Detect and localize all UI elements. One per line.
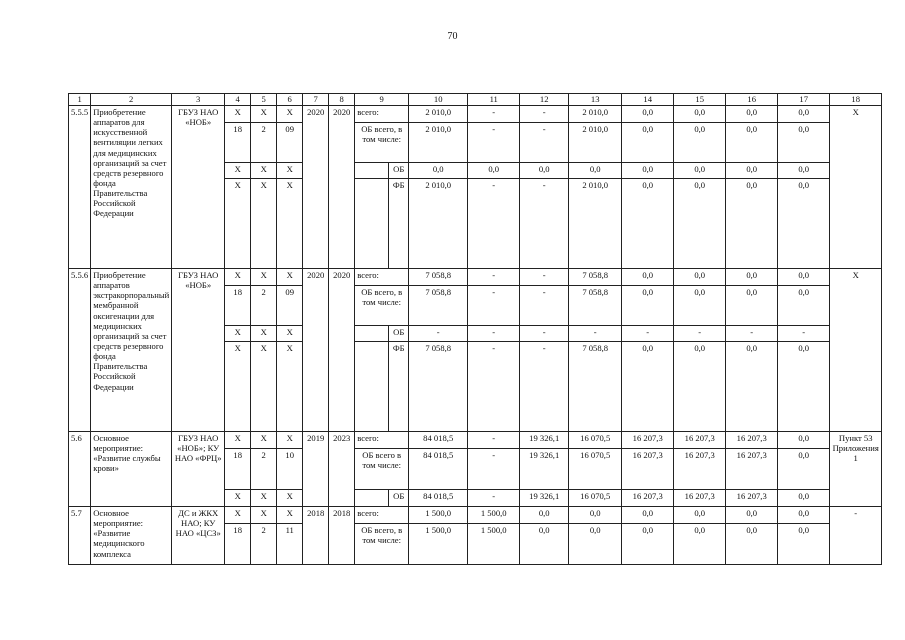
responsible-org: ГБУЗ НАО «НОБ»; КУ НАО «ФРЦ» bbox=[172, 432, 225, 507]
amount-cell: - bbox=[726, 326, 778, 342]
amount-cell: 0,0 bbox=[520, 507, 569, 524]
amount-cell: 0,0 bbox=[726, 342, 778, 432]
reference-cell: Х bbox=[830, 269, 882, 432]
amount-cell: 2 010,0 bbox=[409, 123, 468, 163]
amount-cell: 0,0 bbox=[674, 286, 726, 326]
amount-cell: - bbox=[520, 342, 569, 432]
amount-cell: 0,0 bbox=[674, 163, 726, 179]
source-label: ФБ bbox=[389, 342, 409, 432]
amount-cell: 0,0 bbox=[520, 524, 569, 565]
amount-cell: - bbox=[674, 326, 726, 342]
item-name: Приобретение аппаратов для искусственной вентиляции легких для медицинских организаций за счет средств резервного фонда Правительства Российской Федерации bbox=[91, 106, 172, 269]
amount-cell: 0,0 bbox=[674, 269, 726, 286]
amount-cell: - bbox=[520, 123, 569, 163]
code-cell: 11 bbox=[277, 524, 303, 565]
code-cell: Х bbox=[277, 342, 303, 432]
code-cell: Х bbox=[277, 179, 303, 269]
source-label: ФБ bbox=[389, 179, 409, 269]
amount-cell: 0,0 bbox=[778, 286, 830, 326]
column-number: 5 bbox=[251, 94, 277, 106]
row-label: всего: bbox=[355, 507, 409, 524]
responsible-org: ГБУЗ НАО «НОБ» bbox=[172, 269, 225, 432]
column-number: 13 bbox=[569, 94, 622, 106]
code-cell: Х bbox=[251, 507, 277, 524]
reference-cell: - bbox=[830, 507, 882, 565]
column-number: 4 bbox=[225, 94, 251, 106]
code-cell: Х bbox=[225, 342, 251, 432]
amount-cell: - bbox=[778, 326, 830, 342]
amount-cell: 0,0 bbox=[674, 342, 726, 432]
code-cell: Х bbox=[251, 106, 277, 123]
item-name: Основное мероприятие: «Развитие медицинского комплекса bbox=[91, 507, 172, 565]
code-cell: Х bbox=[277, 106, 303, 123]
amount-cell: - bbox=[520, 286, 569, 326]
item-number: 5.7 bbox=[69, 507, 91, 565]
amount-cell: 0,0 bbox=[778, 269, 830, 286]
amount-cell: 0,0 bbox=[726, 179, 778, 269]
amount-cell: 84 018,5 bbox=[409, 449, 468, 490]
column-number: 6 bbox=[277, 94, 303, 106]
code-cell: 18 bbox=[225, 286, 251, 326]
amount-cell: - bbox=[520, 106, 569, 123]
amount-cell: 0,0 bbox=[569, 524, 622, 565]
amount-cell: 0,0 bbox=[622, 507, 674, 524]
code-cell: 18 bbox=[225, 449, 251, 490]
amount-cell: - bbox=[468, 490, 520, 507]
amount-cell: - bbox=[468, 106, 520, 123]
row-label: всего: bbox=[355, 269, 409, 286]
column-number: 18 bbox=[830, 94, 882, 106]
amount-cell: 7 058,8 bbox=[569, 269, 622, 286]
code-cell: Х bbox=[225, 326, 251, 342]
amount-cell: 0,0 bbox=[622, 269, 674, 286]
row-label: всего: bbox=[355, 432, 409, 449]
amount-cell: 1 500,0 bbox=[409, 507, 468, 524]
column-number: 3 bbox=[172, 94, 225, 106]
amount-cell: 0,0 bbox=[622, 106, 674, 123]
amount-cell: 0,0 bbox=[726, 123, 778, 163]
amount-cell: 0,0 bbox=[622, 179, 674, 269]
column-number: 11 bbox=[468, 94, 520, 106]
amount-cell: 2 010,0 bbox=[569, 179, 622, 269]
code-cell: Х bbox=[251, 269, 277, 286]
amount-cell: 0,0 bbox=[726, 163, 778, 179]
row-label: ОБ всего, в том числе: bbox=[355, 286, 409, 326]
code-cell: Х bbox=[225, 269, 251, 286]
source-label: ОБ bbox=[389, 163, 409, 179]
amount-cell: 7 058,8 bbox=[569, 286, 622, 326]
code-cell: Х bbox=[277, 490, 303, 507]
amount-cell: 0,0 bbox=[674, 524, 726, 565]
code-cell: 09 bbox=[277, 123, 303, 163]
amount-cell: 0,0 bbox=[778, 123, 830, 163]
amount-cell: 16 207,3 bbox=[622, 490, 674, 507]
code-cell: 2 bbox=[251, 123, 277, 163]
start-year: 2019 bbox=[303, 432, 329, 507]
amount-cell: 7 058,8 bbox=[409, 286, 468, 326]
code-cell: Х bbox=[277, 432, 303, 449]
budget-table bbox=[68, 93, 882, 565]
code-cell: Х bbox=[277, 326, 303, 342]
amount-cell: - bbox=[468, 286, 520, 326]
amount-cell: 0,0 bbox=[778, 449, 830, 490]
amount-cell: - bbox=[468, 449, 520, 490]
amount-cell: 16 207,3 bbox=[726, 490, 778, 507]
amount-cell: - bbox=[468, 179, 520, 269]
amount-cell: 2 010,0 bbox=[409, 106, 468, 123]
responsible-org: ГБУЗ НАО «НОБ» bbox=[172, 106, 225, 269]
item-name: Основное мероприятие: «Развитие службы крови» bbox=[91, 432, 172, 507]
end-year: 2020 bbox=[329, 106, 355, 269]
amount-cell: 0,0 bbox=[778, 524, 830, 565]
item-number: 5.5.5 bbox=[69, 106, 91, 269]
amount-cell: - bbox=[520, 269, 569, 286]
start-year: 2018 bbox=[303, 507, 329, 565]
page-number: 70 bbox=[447, 31, 458, 42]
item-number: 5.5.6 bbox=[69, 269, 91, 432]
code-cell: 2 bbox=[251, 524, 277, 565]
amount-cell: 7 058,8 bbox=[409, 269, 468, 286]
code-cell: Х bbox=[225, 106, 251, 123]
table-row bbox=[69, 432, 882, 449]
amount-cell: 0,0 bbox=[409, 163, 468, 179]
amount-cell: 0,0 bbox=[674, 507, 726, 524]
label-blank bbox=[355, 342, 389, 432]
amount-cell: 0,0 bbox=[674, 123, 726, 163]
column-number: 17 bbox=[778, 94, 830, 106]
row-label: ОБ всего в том числе: bbox=[355, 449, 409, 490]
source-label: ОБ bbox=[389, 490, 409, 507]
table-row bbox=[69, 106, 882, 123]
label-blank bbox=[355, 490, 389, 507]
amount-cell: - bbox=[622, 326, 674, 342]
amount-cell: 0,0 bbox=[778, 179, 830, 269]
amount-cell: 0,0 bbox=[726, 286, 778, 326]
responsible-org: ДС и ЖКХ НАО; КУ НАО «ЦСЗ» bbox=[172, 507, 225, 565]
amount-cell: 0,0 bbox=[778, 507, 830, 524]
column-number: 8 bbox=[329, 94, 355, 106]
amount-cell: - bbox=[520, 179, 569, 269]
header-row bbox=[69, 94, 882, 106]
amount-cell: 0,0 bbox=[622, 163, 674, 179]
label-blank bbox=[355, 179, 389, 269]
code-cell: Х bbox=[225, 490, 251, 507]
column-number: 9 bbox=[355, 94, 409, 106]
row-label: ОБ всего, в том числе: bbox=[355, 123, 409, 163]
amount-cell: 0,0 bbox=[569, 507, 622, 524]
start-year: 2020 bbox=[303, 106, 329, 269]
amount-cell: 84 018,5 bbox=[409, 432, 468, 449]
code-cell: Х bbox=[251, 326, 277, 342]
amount-cell: - bbox=[520, 326, 569, 342]
code-cell: Х bbox=[251, 490, 277, 507]
amount-cell: 0,0 bbox=[622, 342, 674, 432]
amount-cell: 16 207,3 bbox=[726, 449, 778, 490]
amount-cell: 0,0 bbox=[674, 106, 726, 123]
end-year: 2023 bbox=[329, 432, 355, 507]
code-cell: Х bbox=[251, 342, 277, 432]
amount-cell: 0,0 bbox=[726, 269, 778, 286]
code-cell: 09 bbox=[277, 286, 303, 326]
row-label: всего: bbox=[355, 106, 409, 123]
amount-cell: - bbox=[569, 326, 622, 342]
amount-cell: - bbox=[468, 342, 520, 432]
amount-cell: - bbox=[468, 269, 520, 286]
start-year: 2020 bbox=[303, 269, 329, 432]
column-number: 14 bbox=[622, 94, 674, 106]
amount-cell: 1 500,0 bbox=[468, 524, 520, 565]
column-number: 2 bbox=[91, 94, 172, 106]
item-name: Приобретение аппаратов экстракорпоральный мембранной оксигенации для медицинских организаций за счет средств резервного фонда Правительства Российской Федерации bbox=[91, 269, 172, 432]
end-year: 2018 bbox=[329, 507, 355, 565]
amount-cell: - bbox=[468, 123, 520, 163]
code-cell: Х bbox=[277, 163, 303, 179]
column-number: 1 bbox=[69, 94, 91, 106]
code-cell: Х bbox=[225, 507, 251, 524]
amount-cell: - bbox=[409, 326, 468, 342]
amount-cell: - bbox=[468, 326, 520, 342]
amount-cell: 16 207,3 bbox=[622, 432, 674, 449]
amount-cell: 2 010,0 bbox=[569, 123, 622, 163]
amount-cell: 84 018,5 bbox=[409, 490, 468, 507]
amount-cell: 0,0 bbox=[778, 342, 830, 432]
amount-cell: 16 070,5 bbox=[569, 490, 622, 507]
code-cell: 18 bbox=[225, 123, 251, 163]
code-cell: 18 bbox=[225, 524, 251, 565]
code-cell: Х bbox=[251, 163, 277, 179]
item-number: 5.6 bbox=[69, 432, 91, 507]
amount-cell: 0,0 bbox=[778, 432, 830, 449]
amount-cell: 0,0 bbox=[778, 163, 830, 179]
amount-cell: 16 207,3 bbox=[674, 432, 726, 449]
amount-cell: 16 207,3 bbox=[726, 432, 778, 449]
code-cell: Х bbox=[225, 179, 251, 269]
amount-cell: 0,0 bbox=[726, 507, 778, 524]
amount-cell: 0,0 bbox=[726, 524, 778, 565]
amount-cell: 19 326,1 bbox=[520, 432, 569, 449]
code-cell: 2 bbox=[251, 449, 277, 490]
column-number: 10 bbox=[409, 94, 468, 106]
amount-cell: 1 500,0 bbox=[409, 524, 468, 565]
code-cell: 10 bbox=[277, 449, 303, 490]
amount-cell: 7 058,8 bbox=[409, 342, 468, 432]
amount-cell: 0,0 bbox=[674, 179, 726, 269]
amount-cell: 2 010,0 bbox=[409, 179, 468, 269]
amount-cell: 19 326,1 bbox=[520, 449, 569, 490]
amount-cell: 0,0 bbox=[622, 524, 674, 565]
amount-cell: 0,0 bbox=[622, 123, 674, 163]
amount-cell: 0,0 bbox=[622, 286, 674, 326]
code-cell: Х bbox=[251, 432, 277, 449]
amount-cell: 0,0 bbox=[569, 163, 622, 179]
amount-cell: 2 010,0 bbox=[569, 106, 622, 123]
amount-cell: 0,0 bbox=[468, 163, 520, 179]
code-cell: 2 bbox=[251, 286, 277, 326]
amount-cell: - bbox=[468, 432, 520, 449]
column-number: 15 bbox=[674, 94, 726, 106]
row-label: ОБ всего, в том числе: bbox=[355, 524, 409, 565]
amount-cell: 19 326,1 bbox=[520, 490, 569, 507]
code-cell: Х bbox=[277, 269, 303, 286]
label-blank bbox=[355, 163, 389, 179]
amount-cell: 0,0 bbox=[726, 106, 778, 123]
amount-cell: 1 500,0 bbox=[468, 507, 520, 524]
code-cell: Х bbox=[225, 163, 251, 179]
label-blank bbox=[355, 326, 389, 342]
reference-cell: Х bbox=[830, 106, 882, 269]
amount-cell: 0,0 bbox=[778, 490, 830, 507]
reference-cell: Пункт 53 Приложения 1 bbox=[830, 432, 882, 507]
code-cell: Х bbox=[251, 179, 277, 269]
table-row bbox=[69, 507, 882, 524]
amount-cell: 16 070,5 bbox=[569, 432, 622, 449]
code-cell: Х bbox=[277, 507, 303, 524]
column-number: 12 bbox=[520, 94, 569, 106]
column-number: 7 bbox=[303, 94, 329, 106]
code-cell: Х bbox=[225, 432, 251, 449]
amount-cell: 16 207,3 bbox=[674, 449, 726, 490]
amount-cell: 16 070,5 bbox=[569, 449, 622, 490]
amount-cell: 16 207,3 bbox=[674, 490, 726, 507]
amount-cell: 0,0 bbox=[778, 106, 830, 123]
amount-cell: 7 058,8 bbox=[569, 342, 622, 432]
column-number: 16 bbox=[726, 94, 778, 106]
table-row bbox=[69, 269, 882, 286]
end-year: 2020 bbox=[329, 269, 355, 432]
source-label: ОБ bbox=[389, 326, 409, 342]
amount-cell: 16 207,3 bbox=[622, 449, 674, 490]
amount-cell: 0,0 bbox=[520, 163, 569, 179]
